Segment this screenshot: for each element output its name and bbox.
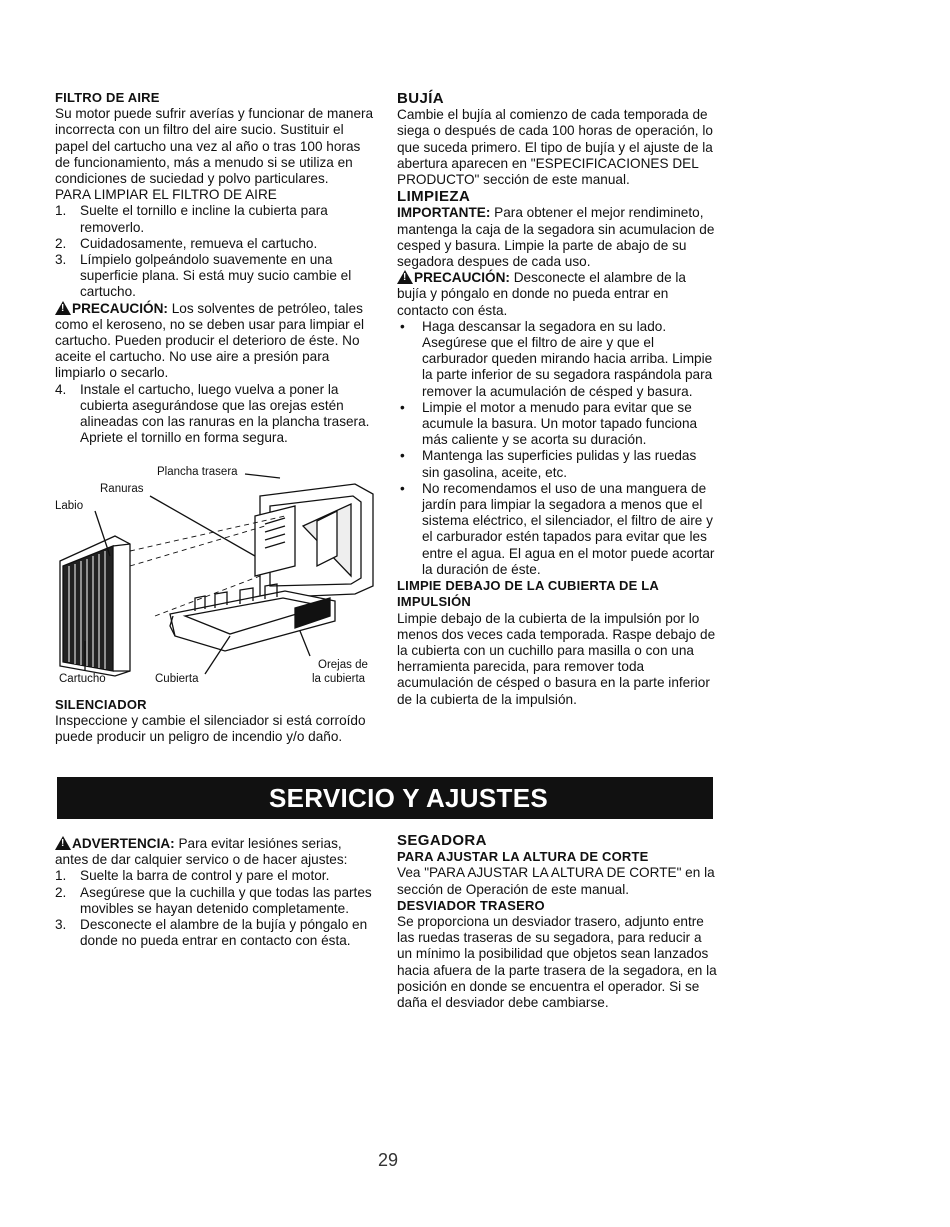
page-number: 29 xyxy=(378,1150,399,1170)
step-text: Suelte la barra de control y pare el motor. xyxy=(80,868,330,884)
advertencia-paragraph xyxy=(55,836,375,868)
step-text: Suelte el tornillo e incline la cubierta para removerlo. xyxy=(80,203,328,235)
list-item xyxy=(55,868,375,884)
precaucion-label-2: PRECAUCIÓN: xyxy=(414,270,510,286)
list-item xyxy=(55,252,375,301)
air-filter-diagram xyxy=(55,466,377,691)
limpieza-bullets xyxy=(397,319,717,578)
step-number: 2. xyxy=(55,235,67,251)
step-number: 3. xyxy=(55,252,67,268)
bujia-body: Cambie el bujía al comienzo de cada temporada de siega o después de cada 100 horas de operación, lo que suceda primero. El tipo de bujía y el ajuste de la abertura aparecen en "ESPECIFICACIONES DEL PRODUCTO" sección de este manual. xyxy=(397,107,713,188)
altura-title: PARA AJUSTAR LA ALTURA DE CORTE xyxy=(397,849,649,865)
label-cubierta: Cubierta xyxy=(155,673,199,685)
list-item xyxy=(55,203,375,235)
para-limpiar-heading: PARA LIMPIAR EL FILTRO DE AIRE xyxy=(55,187,277,203)
label-cubierta2: la cubierta xyxy=(312,673,366,685)
advertencia-label: ADVERTENCIA: xyxy=(72,836,175,851)
step-number: 1. xyxy=(55,203,67,219)
importante-paragraph xyxy=(397,205,717,270)
list-item xyxy=(397,448,717,480)
step-text: Instale el cartucho, luego vuelva a poner la cubierta asegurándose que las orejas estén alineadas con las ranuras en la plancha trasera. Apriete el tornillo en forma segura. xyxy=(80,381,370,446)
list-item xyxy=(55,382,375,447)
altura-body: Vea "PARA AJUSTAR LA ALTURA DE CORTE" en la sección de Operación de este manual. xyxy=(397,865,715,897)
bottom-right-column xyxy=(397,832,717,1011)
precaucion-paragraph xyxy=(55,301,375,382)
step-number: 4. xyxy=(55,381,67,397)
bullet-text: Mantenga las superficies pulidas y las ruedas sin gasolina, aceite, etc. xyxy=(422,448,697,480)
step-number: 3. xyxy=(55,917,67,933)
label-ranuras: Ranuras xyxy=(100,483,144,495)
importante-text: Para obtener el mejor rendimineto, mantenga la caja de la segadora sin acumulacion de cesped y basura. Limpie la parte de abajo de su segadora despues de cada uso. xyxy=(397,205,715,270)
list-item xyxy=(55,917,375,949)
left-column xyxy=(55,90,375,446)
bullet-icon: • xyxy=(400,480,405,496)
precaucion-paragraph-2 xyxy=(397,270,717,319)
silenciador-section xyxy=(55,697,375,746)
step-number: 1. xyxy=(55,868,67,884)
bullet-icon: • xyxy=(400,448,405,464)
step-number: 2. xyxy=(55,884,67,900)
step-text: Límpielo golpeándolo suavemente en una superficie plana. Si está muy sucio cambie el cartucho. xyxy=(80,252,352,300)
step-text: Asegúrese que la cuchilla y que todas las partes movibles se hayan detenido completamente. xyxy=(80,884,372,916)
section-banner xyxy=(57,777,713,819)
air-filter-illustration xyxy=(55,466,377,691)
list-item xyxy=(397,481,717,578)
list-item xyxy=(397,319,717,400)
precaucion-text-2: Desconecte el alambre de la bujía y póngalo en donde no pueda entrar en contacto con ésta. xyxy=(397,270,686,318)
bullet-text: Haga descansar la segadora en su lado. Asegúrese que el filtro de aire y que el carburador queden mirando hacia arriba. Limpie la parte inferior de su segadora raspándola para remover la acumulación de césped y basura. xyxy=(422,318,713,399)
bottom-left-column xyxy=(55,836,375,949)
right-column xyxy=(397,90,717,708)
list-item xyxy=(55,885,375,917)
label-cartucho: Cartucho xyxy=(59,673,106,685)
steps-b-list xyxy=(55,382,375,447)
steps-a-list xyxy=(55,203,375,300)
advertencia-text: Para evitar lesiónes serias, antes de dar calquier servico o de hacer ajustes: xyxy=(55,836,348,868)
precaucion-label: PRECAUCIÓN: xyxy=(72,300,168,316)
list-item xyxy=(397,400,717,449)
bullet-icon: • xyxy=(400,318,405,334)
label-plancha: Plancha trasera xyxy=(157,466,238,478)
banner-title: SERVICIO Y AJUSTES xyxy=(269,783,548,813)
advertencia-steps xyxy=(55,868,375,949)
limpie-body: Limpie debajo de la cubierta de la impulsión por lo menos dos veces cada temporada. Raspe debajo de la cubierta con un cuchillo para masilla o con una herramienta parecida, para remover toda acumulación de césped o basura en la parte inferior de la cubierta de la impulsión. xyxy=(397,610,716,707)
segadora-title: SEGADORA xyxy=(397,832,487,849)
precaucion-text: Los solventes de petróleo, tales como el keroseno, no se deben usar para limpiar el cartucho. Pueden producir el deterioro de éste. No aceite el cartucho. No use aire a presión para limpiarlo o secarlo. xyxy=(55,300,365,381)
warning-icon xyxy=(397,270,413,284)
label-labio: Labio xyxy=(55,500,84,512)
label-orejas: Orejas de xyxy=(318,659,368,671)
list-item xyxy=(55,236,375,252)
silenciador-title: SILENCIADOR xyxy=(55,697,147,712)
step-text: Cuidadosamente, remueva el cartucho. xyxy=(80,235,318,251)
warning-icon xyxy=(55,301,71,315)
bullet-text: No recomendamos el uso de una manguera de jardín para limpiar la segadora a menos que el sistema eléctrico, el silenciador, el filtro de aire y el carburador estén tapados para evitar que les entre el agua. El agua en el motor puede acortar la duración de éste. xyxy=(422,480,715,577)
silenciador-body: Inspeccione y cambie el silenciador si está corroído puede producir un peligro de incendio y/o daño. xyxy=(55,713,366,745)
desviador-body: Se proporciona un desviador trasero, adjunto entre las ruedas traseras de su segadora, para reducir a un mínimo la posibilidad que objetos sean lanzados hacia afuera de la parte trasera de la segadora, en la posición en donde se encuentra el operador. Si se daña el desviador debe cambiarse. xyxy=(397,914,717,1011)
bujia-title: BUJÍA xyxy=(397,90,445,107)
bullet-text: Limpie el motor a menudo para evitar que se acumule la basura. Un motor tapado funciona más caliente y se acorta su duración. xyxy=(422,399,698,448)
limpie-title: LIMPIE DEBAJO DE LA CUBIERTA DE LA IMPULSIÓN xyxy=(397,578,659,610)
desviador-title: DESVIADOR TRASERO xyxy=(397,897,545,913)
limpieza-title: LIMPIEZA xyxy=(397,188,471,206)
bullet-icon: • xyxy=(400,399,405,415)
warning-icon xyxy=(55,836,71,850)
filtro-body: Su motor puede sufrir averías y funcionar de manera incorrecta con un filtro del aire sucio. Sustituir el papel del cartucho una vez al año o tras 100 horas de funcionamiento, más a menudo si se utiliza en condiciones de suciedad y polvo particulares. xyxy=(55,106,374,187)
importante-label: IMPORTANTE: xyxy=(397,205,491,221)
step-text: Desconecte el alambre de la bujía y póngalo en donde no pueda entrar en contacto con ésta. xyxy=(80,917,368,949)
filtro-title: FILTRO DE AIRE xyxy=(55,90,160,105)
